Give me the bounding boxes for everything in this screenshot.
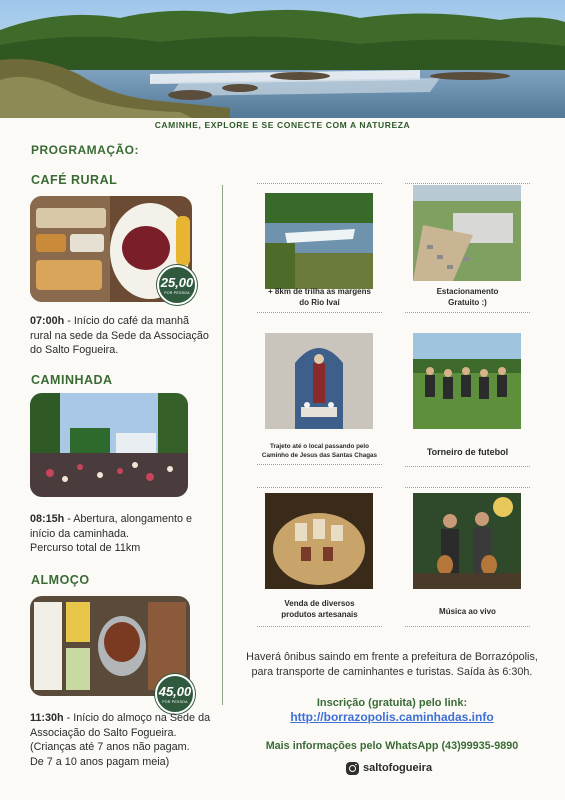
- registration-label: Inscrição (gratuita) pelo link:: [316, 697, 468, 709]
- caminhada-photo: [30, 393, 188, 497]
- caminhada-title: CAMINHADA: [31, 373, 113, 387]
- registration-link[interactable]: http://borrazopolis.caminhadas.info: [290, 710, 494, 724]
- highlight-music: [405, 487, 530, 627]
- highlight-parking: [405, 183, 530, 313]
- card-line: [405, 312, 530, 313]
- almoco-title: ALMOÇO: [31, 573, 90, 587]
- whatsapp-info: Mais informações pelo WhatsApp (43)99935-9890: [265, 740, 519, 752]
- trail-caption-1: + 8km de trilha as margens: [268, 287, 371, 296]
- program-title: PROGRAMAÇÃO:: [31, 143, 139, 157]
- parking-caption: [405, 287, 530, 308]
- crafts-caption-1: Venda de diversos: [284, 599, 355, 608]
- card-line: [405, 183, 530, 184]
- football-caption-1: Torneiro de futebol: [426, 447, 509, 457]
- highlight-football: [405, 325, 530, 465]
- caminhada-time: 08:15h: [30, 513, 65, 525]
- almoco-price-note: POR PESSOA: [162, 700, 188, 704]
- caminhada-description: [30, 512, 215, 556]
- trail-caption: [257, 287, 382, 308]
- cafe-rural-title: CAFÉ RURAL: [31, 173, 118, 187]
- music-caption: [405, 607, 530, 618]
- column-divider: [222, 185, 223, 705]
- caminhada-extra: Percurso total de 11km: [30, 542, 141, 554]
- cafe-price: 25,00: [160, 275, 194, 290]
- card-line: [405, 626, 530, 627]
- path-caption-1: Trajeto até o local passando pelo: [269, 443, 370, 450]
- almoco-price: 45,00: [158, 684, 192, 699]
- card-line: [257, 464, 382, 465]
- cafe-text: - Início do café da manhã rural na sede da Sede da Associação do Salto Fogueira.: [30, 315, 209, 356]
- almoco-description: [30, 711, 215, 769]
- almoco-text: - Início do almoço na Sede da Associação do Salto Fogueira.: [30, 712, 211, 739]
- instagram-icon: [346, 762, 359, 775]
- music-caption-1: Música ao vivo: [439, 607, 496, 616]
- card-line: [405, 487, 530, 488]
- cafe-price-badge: [157, 265, 197, 305]
- crafts-caption-2: produtos artesanais: [281, 609, 358, 619]
- almoco-extra-2: De 7 a 10 anos pagam meia): [30, 755, 170, 768]
- parking-photo: [413, 185, 521, 281]
- card-line: [257, 183, 382, 184]
- parking-caption-2: Gratuito :): [448, 297, 487, 307]
- parking-caption-1: Estacionamento: [436, 287, 499, 296]
- almoco-time: 11:30h: [30, 712, 64, 724]
- almoco-price-badge: [155, 674, 195, 714]
- card-line: [257, 487, 382, 488]
- crafts-photo: [265, 493, 373, 589]
- trail-caption-2: do Rio Ivaí: [299, 297, 340, 307]
- highlight-path: [257, 325, 382, 465]
- almoco-extra-1: (Crianças até 7 anos não pagam.: [30, 741, 190, 753]
- crafts-caption: [257, 599, 382, 620]
- instagram-handle[interactable]: [346, 760, 432, 776]
- bus-info-line-2: para transporte de caminhantes e turistas. Saída às 6:30h.: [251, 666, 533, 678]
- music-photo: [413, 493, 521, 589]
- cafe-time: 07:00h: [30, 315, 65, 327]
- chapel-photo: [265, 333, 373, 429]
- trail-photo: [265, 193, 373, 289]
- path-caption: [257, 442, 382, 460]
- bus-info: [232, 650, 552, 680]
- football-caption: [405, 447, 530, 458]
- caminhada-text: - Abertura, alongamento e início da caminhada.: [30, 513, 193, 540]
- card-line: [405, 466, 530, 467]
- tagline: CAMINHE, EXPLORE E SE CONECTE COM A NATUREZA: [154, 120, 411, 130]
- card-line: [257, 626, 382, 627]
- hero-landscape-photo: [0, 0, 565, 122]
- highlight-crafts: [257, 487, 382, 627]
- highlight-trail: [257, 183, 382, 313]
- cafe-price-note: POR PESSOA: [164, 291, 190, 295]
- cafe-description: [30, 314, 210, 358]
- instagram-handle-text: saltofogueira: [363, 762, 433, 774]
- path-caption-2: Caminho de Jesus das Santas Chagas: [261, 452, 378, 459]
- bus-info-line-1: Haverá ônibus saindo em frente a prefeitura de Borrazópolis,: [246, 651, 538, 663]
- football-photo: [413, 333, 521, 429]
- card-line: [257, 312, 382, 313]
